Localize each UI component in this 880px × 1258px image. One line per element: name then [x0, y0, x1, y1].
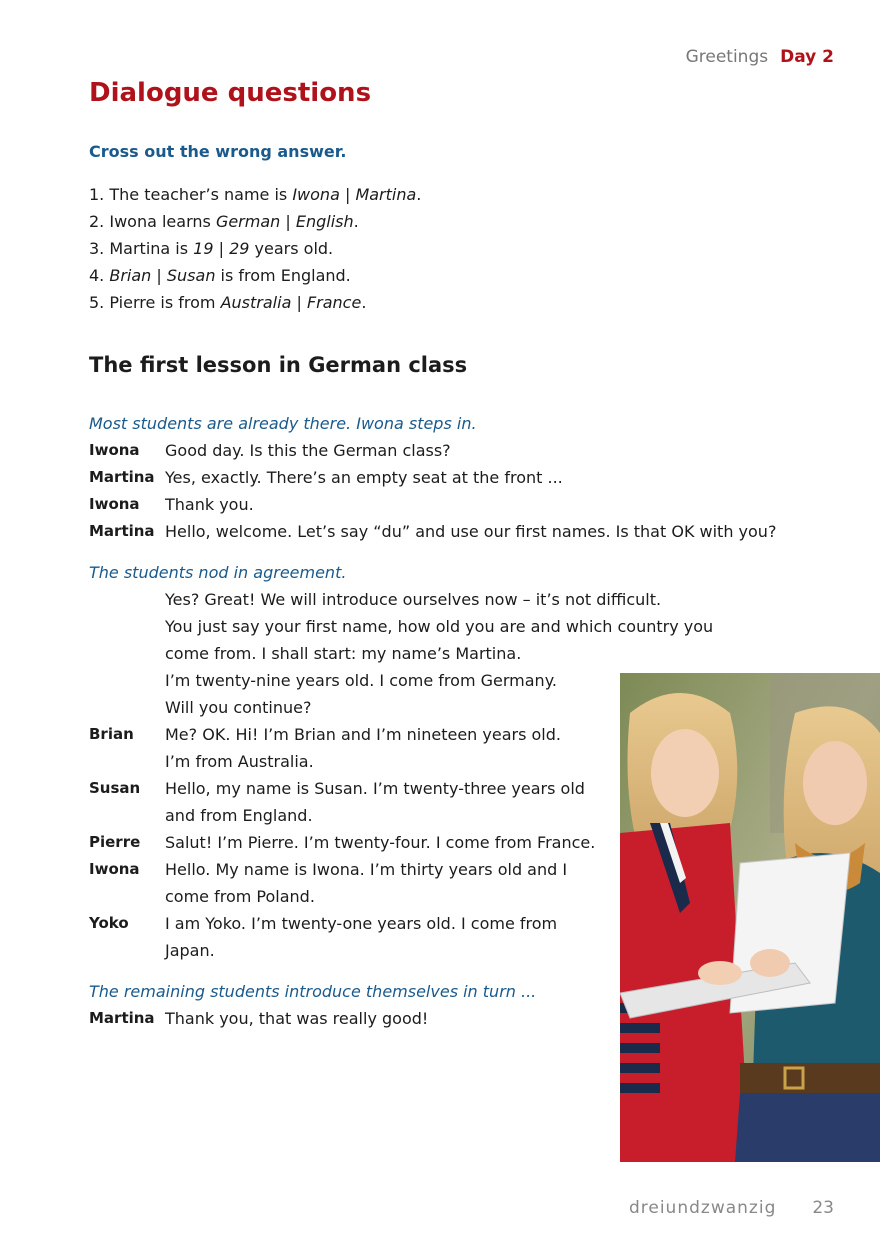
answer-option[interactable]: Brian [109, 266, 152, 285]
answer-option[interactable]: Iwona [292, 185, 340, 204]
dialogue-line [89, 518, 789, 545]
running-header [686, 47, 834, 67]
speaker-name: Iwona [89, 441, 140, 459]
speaker-name: Brian [89, 725, 134, 743]
speech-text: You just say your first name, how old you are and which country you come from. I shall start: my name’s Martina. [165, 617, 714, 663]
speaker-name: Susan [89, 779, 141, 797]
answer-option[interactable]: English [295, 212, 354, 231]
dialogue-line [89, 437, 789, 464]
question-item: 5. Pierre is from Australia | France. [89, 293, 367, 312]
speech-text: Hello, welcome. Let’s say “du” and use our first names. Is that OK with you? [165, 522, 777, 541]
speech-text: Thank you, that was really good! [165, 1009, 429, 1028]
speech-text: Yes? Great! We will introduce ourselves now – it’s not difficult. [165, 590, 662, 609]
answer-option[interactable]: Australia [220, 293, 292, 312]
students-photo [620, 673, 880, 1162]
answer-option[interactable]: German [215, 212, 281, 231]
page-number: 23 [812, 1198, 834, 1218]
question-list [89, 181, 421, 316]
dialogue-line [89, 613, 789, 667]
exercise-instruction: Cross out the wrong answer. [89, 142, 347, 161]
dialogue-heading: The first lesson in German class [89, 353, 468, 377]
stage-direction: The remaining students introduce themselves in turn ... [89, 982, 537, 1001]
speaker-name: Pierre [89, 833, 141, 851]
page-title: Dialogue questions [89, 78, 372, 108]
speech-text: Me? OK. Hi! I’m Brian and I’m nineteen years old. I’m from Australia. [165, 725, 561, 771]
speech-text: Thank you. [165, 495, 254, 514]
speech-text: Salut! I’m Pierre. I’m twenty-four. I come from France. [165, 833, 596, 852]
question-item: 4. Brian | Susan is from England. [89, 266, 351, 285]
answer-option[interactable]: France [306, 293, 362, 312]
question-item: 2. Iwona learns German | English. [89, 212, 359, 231]
speech-text: Good day. Is this the German class? [165, 441, 451, 460]
stage-direction: The students nod in agreement. [89, 563, 347, 582]
question-item: 1. The teacher’s name is Iwona | Martina. [89, 185, 422, 204]
section-name: Greetings [685, 47, 769, 67]
speaker-name: Martina [89, 468, 155, 486]
speech-text: Hello, my name is Susan. I’m twenty-three years old and from England. [165, 779, 585, 825]
question-item: 3. Martina is 19 | 29 years old. [89, 239, 334, 258]
dialogue-line [89, 491, 789, 518]
speaker-name: Iwona [89, 860, 140, 878]
speaker-name: Iwona [89, 495, 140, 513]
speech-text: Yes, exactly. There’s an empty seat at the front ... [165, 468, 563, 487]
page-footer [629, 1198, 834, 1218]
dialogue-line [89, 586, 789, 613]
answer-option[interactable]: Martina [355, 185, 417, 204]
dialogue-line [89, 464, 789, 491]
answer-option[interactable]: 29 [229, 239, 250, 258]
day-label: Day 2 [780, 47, 834, 67]
speech-text: Hello. My name is Iwona. I’m thirty years old and I come from Poland. [165, 860, 568, 906]
speech-text: I am Yoko. I’m twenty-one years old. I come from Japan. [165, 914, 558, 960]
speaker-name: Martina [89, 522, 155, 540]
speaker-name: Martina [89, 1009, 155, 1027]
speech-text: I’m twenty-nine years old. I come from Germany. Will you continue? [165, 671, 557, 717]
speaker-name: Yoko [89, 914, 129, 932]
stage-direction: Most students are already there. Iwona steps in. [89, 414, 477, 433]
answer-option[interactable]: 19 [193, 239, 214, 258]
page-number-word: dreiundzwanzig [628, 1198, 777, 1218]
answer-option[interactable]: Susan [166, 266, 216, 285]
